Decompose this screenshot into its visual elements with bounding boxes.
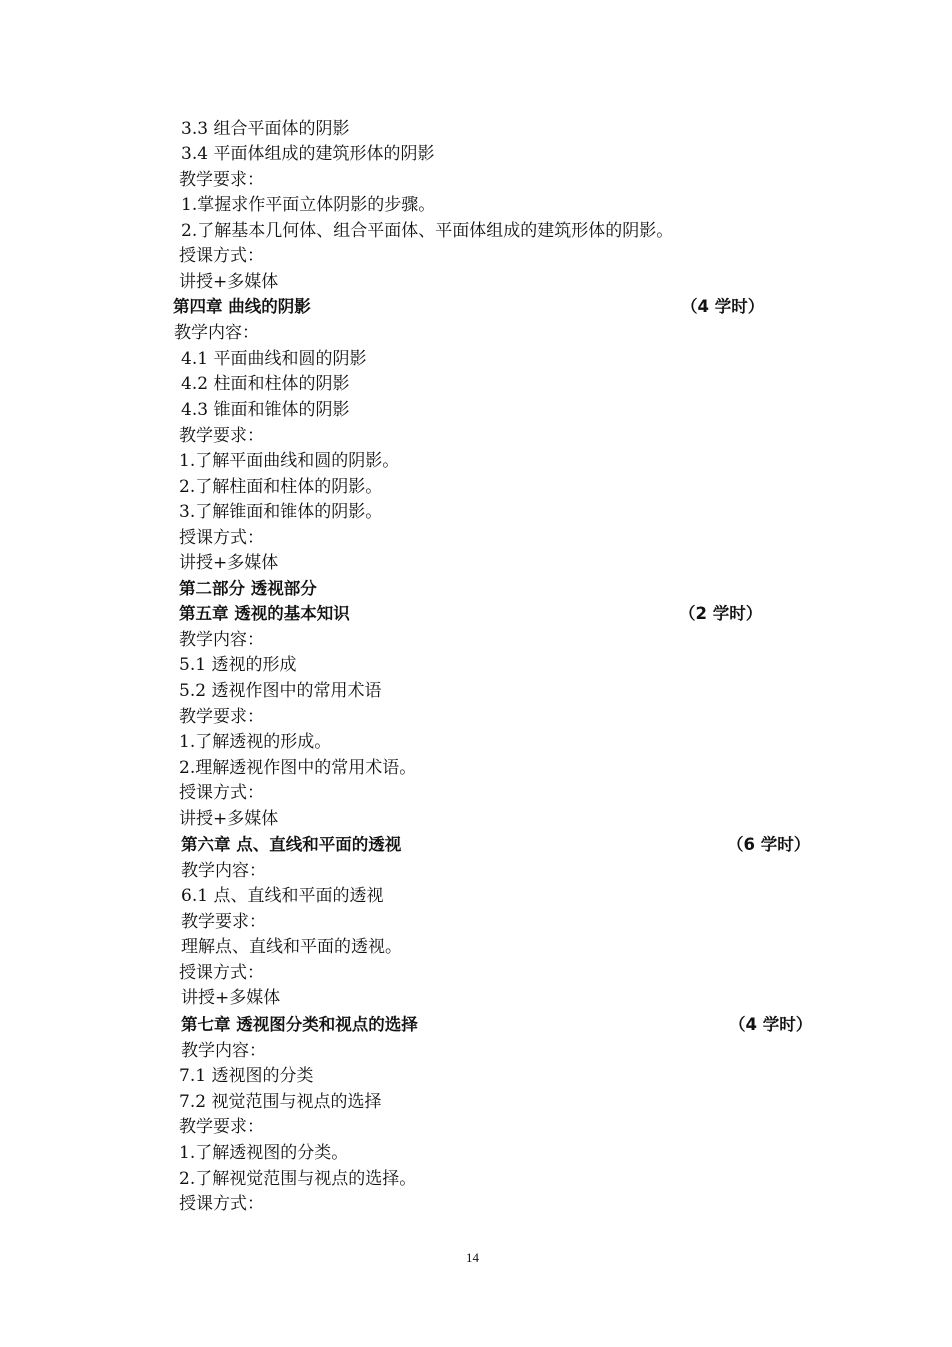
text-line: 授课方式： bbox=[179, 783, 264, 803]
text-line: 6.1 点、直线和平面的透视 bbox=[181, 886, 384, 906]
text-line: 7.2 视觉范围与视点的选择 bbox=[179, 1092, 382, 1112]
text-line: 教学要求： bbox=[179, 426, 264, 446]
text-line: 教学内容： bbox=[181, 861, 266, 881]
text-line: 2.了解基本几何体、组合平面体、平面体组成的建筑形体的阴影。 bbox=[181, 221, 674, 241]
text-line: 教学要求： bbox=[179, 1117, 264, 1137]
text-line: 理解点、直线和平面的透视。 bbox=[181, 937, 402, 957]
text-line: 教学要求： bbox=[181, 912, 266, 932]
text-line: 教学要求： bbox=[179, 707, 264, 727]
page-number: 14 bbox=[466, 1250, 479, 1265]
chapter-hours: （4 学时） bbox=[681, 297, 765, 316]
text-line: 5.2 透视作图中的常用术语 bbox=[179, 681, 382, 701]
text-line: 授课方式： bbox=[179, 963, 264, 983]
chapter-hours: （4 学时） bbox=[729, 1015, 813, 1034]
text-line: 3.了解锥面和锥体的阴影。 bbox=[179, 502, 383, 522]
text-line: 5.1 透视的形成 bbox=[179, 655, 297, 675]
text-line: 授课方式： bbox=[179, 1194, 264, 1214]
text-line: 4.2 柱面和柱体的阴影 bbox=[181, 374, 350, 394]
text-line: 7.1 透视图的分类 bbox=[179, 1066, 314, 1086]
chapter-hours: （2 学时） bbox=[679, 604, 763, 623]
text-line: 讲授+多媒体 bbox=[179, 553, 279, 573]
text-line: 1.了解透视图的分类。 bbox=[179, 1143, 349, 1163]
chapter-hours: （6 学时） bbox=[727, 835, 811, 854]
text-line: 3.3 组合平面体的阴影 bbox=[181, 119, 350, 139]
text-line: 授课方式： bbox=[179, 246, 264, 266]
text-line: 2.了解柱面和柱体的阴影。 bbox=[179, 477, 383, 497]
text-line: 1.了解透视的形成。 bbox=[179, 732, 332, 752]
text-line: 教学内容： bbox=[174, 323, 259, 343]
text-line: 讲授+多媒体 bbox=[181, 988, 281, 1008]
text-line: 教学内容： bbox=[179, 630, 264, 650]
text-line: 1.掌握求作平面立体阴影的步骤。 bbox=[181, 195, 436, 215]
chapter-heading: 第六章 点、直线和平面的透视 bbox=[181, 835, 402, 854]
part-heading: 第二部分 透视部分 bbox=[179, 579, 317, 598]
chapter-heading: 第七章 透视图分类和视点的选择 bbox=[181, 1015, 418, 1034]
text-line: 4.3 锥面和锥体的阴影 bbox=[181, 400, 350, 420]
text-line: 2.理解透视作图中的常用术语。 bbox=[179, 758, 417, 778]
text-line: 讲授+多媒体 bbox=[179, 272, 279, 292]
text-line: 2.了解视觉范围与视点的选择。 bbox=[179, 1169, 417, 1189]
text-line: 3.4 平面体组成的建筑形体的阴影 bbox=[181, 144, 435, 164]
text-line: 教学要求： bbox=[179, 170, 264, 190]
text-line: 授课方式： bbox=[179, 528, 264, 548]
text-line: 1.了解平面曲线和圆的阴影。 bbox=[179, 451, 400, 471]
text-line: 讲授+多媒体 bbox=[179, 809, 279, 829]
text-line: 4.1 平面曲线和圆的阴影 bbox=[181, 349, 367, 369]
text-line: 教学内容： bbox=[181, 1041, 266, 1061]
chapter-heading: 第四章 曲线的阴影 bbox=[173, 297, 311, 316]
chapter-heading: 第五章 透视的基本知识 bbox=[179, 604, 350, 623]
